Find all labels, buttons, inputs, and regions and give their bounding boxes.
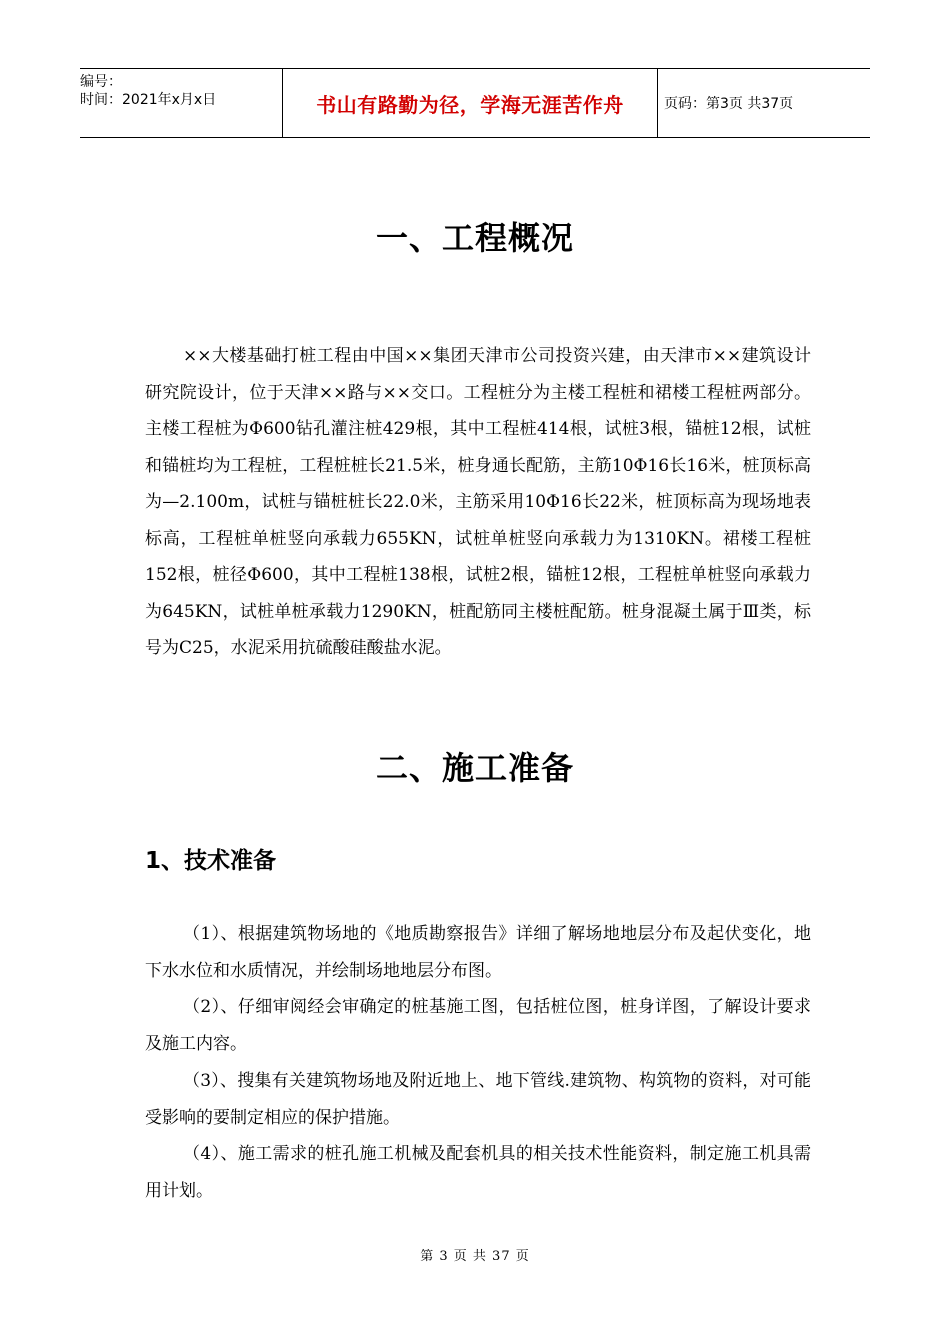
document-time-label: 时间：2021年x月x日 xyxy=(80,92,217,108)
section-title-preparation: 二、施工准备 xyxy=(375,749,574,787)
page-header xyxy=(80,68,870,138)
document-number-label: 编号： xyxy=(80,74,122,90)
header-meta xyxy=(80,69,282,137)
header-motto: 书山有路勤为径，学海无涯苦作舟 xyxy=(282,69,658,137)
prep-item-3: （3）、搜集有关建筑物场地及附近地上、地下管线.建筑物、构筑物的资料，对可能受影响的要制定相应的保护措施。 xyxy=(145,1071,811,1128)
section-title-overview: 一、工程概况 xyxy=(375,219,574,257)
overview-paragraph: ××大楼基础打桩工程由中国××集团天津市公司投资兴建，由天津市××建筑设计研究院设计，位于天津××路与××交口。工程桩分为主楼工程桩和裙楼工程桩两部分。主楼工程桩为Φ600钻孔灌注桩429根，其中工程桩414根，试桩3根，锚桩12根，试桩和锚桩均为工程桩，工程桩桩长21.5米，桩身通长配筋，主筋10Φ16长16米，桩顶标高为—2.100m，试桩与锚桩桩长22.0米，主筋采用10Φ16长22米，桩顶标高为现场地表标高，工程桩单桩竖向承载力655KN，试桩单桩竖向承载力为1310KN。裙楼工程桩152根，桩径Φ600，其中工程桩138根，试桩2根，锚桩12根，工程桩单桩竖向承载力为645KN，试桩单桩承载力1290KN，桩配筋同主楼桩配筋。桩身混凝土属于Ⅲ类，标号为C25，水泥采用抗硫酸硅酸盐水泥。 xyxy=(145,346,811,658)
prep-item-4: （4）、施工需求的桩孔施工机械及配套机具的相关技术性能资料，制定施工机具需用计划。 xyxy=(145,1144,811,1201)
page-footer: 第 3 页 共 37 页 xyxy=(420,1249,530,1264)
prep-item-2: （2）、仔细审阅经会审确定的桩基施工图，包括桩位图，桩身详图，了解设计要求及施工内容。 xyxy=(145,997,811,1054)
header-page-info: 页码：第3页 共37页 xyxy=(664,96,794,112)
subsection-title-technical: 1、技术准备 xyxy=(145,848,277,874)
prep-item-1: （1）、根据建筑物场地的《地质勘察报告》详细了解场地地层分布及起伏变化，地下水水位和水质情况，并绘制场地地层分布图。 xyxy=(145,924,811,981)
